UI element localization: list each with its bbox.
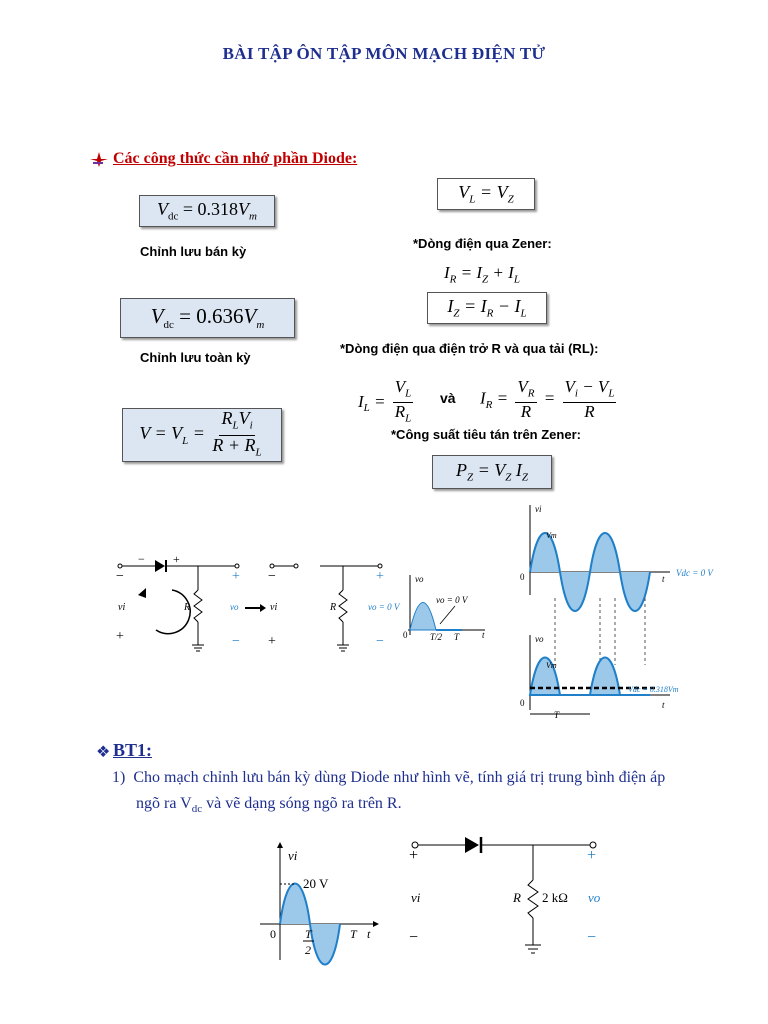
waveform-figure xyxy=(510,500,740,730)
c2-vi-label: vi xyxy=(270,602,278,613)
full-wave-formula-box: $V_{dc} = 0.636V_m$ xyxy=(120,298,295,338)
circuit-vo-label: vo xyxy=(588,890,601,905)
bottom-t-label: t xyxy=(367,927,371,941)
vo-label: vo xyxy=(230,602,239,612)
diode-minus-label: − xyxy=(138,552,145,566)
input-minus-label: − xyxy=(116,569,124,584)
amplitude-label: 20 V xyxy=(303,876,329,891)
small-graph-t: t xyxy=(482,630,485,640)
c2-r-label: R xyxy=(330,602,337,613)
question-sub: dc xyxy=(191,803,203,816)
upper-vm-label: Vm xyxy=(546,531,557,540)
c2-input-plus-label: + xyxy=(268,634,276,649)
c2-output-plus-label: + xyxy=(376,569,384,584)
diamond-bullet-icon: ❖ xyxy=(96,744,111,761)
vl-vz-formula-box: $V_L = V_Z$ xyxy=(437,178,535,210)
lower-zero-label: 0 xyxy=(520,698,525,708)
lower-vdc-label: Vdc = 0.318Vm xyxy=(628,685,679,694)
power-caption: *Công suất tiêu tán trên Zener: xyxy=(391,427,581,442)
upper-vdc-zero-label: Vdc = 0 V xyxy=(676,568,713,578)
vi-label: vi xyxy=(118,602,126,613)
r-label: R xyxy=(184,602,191,613)
ir-sum-formula: $I_R = I_Z + I_L$ xyxy=(444,263,520,286)
bottom-zero-label: 0 xyxy=(270,927,276,941)
section-heading: Các công thức cần nhớ phần Diode: xyxy=(113,150,358,167)
circuit-vi-label: vi xyxy=(411,890,421,905)
diode-plus-label: + xyxy=(173,552,180,566)
circuit-out-minus-label: − xyxy=(587,929,597,946)
small-graph-T: T xyxy=(454,632,460,642)
small-graph-vo-axis: vo xyxy=(415,574,424,584)
and-word: và xyxy=(440,390,456,406)
lower-t-label: t xyxy=(662,700,665,710)
upper-zero-label: 0 xyxy=(520,572,525,582)
zener-current-caption: *Dòng điện qua Zener: xyxy=(413,236,552,251)
question-number: 1) xyxy=(112,769,126,786)
small-graph-vo-zero: vo = 0 V xyxy=(436,595,468,605)
output-minus-label: − xyxy=(232,634,240,649)
small-graph-t-half: T/2 xyxy=(430,632,443,642)
question-line1: Cho mạch chỉnh lưu bán kỳ dùng Diode như hình vẽ, tính giá trị trung bình điện áp xyxy=(133,769,666,786)
bullet-icon xyxy=(88,149,110,169)
c2-output-minus-label: − xyxy=(376,634,384,649)
question-line2-rest: và vẽ dạng sóng ngõ ra trên R. xyxy=(202,795,402,812)
page-title: BÀI TẬP ÔN TẬP MÔN MẠCH ĐIỆN TỬ xyxy=(222,44,546,63)
bt1-circuit-figure xyxy=(255,830,615,970)
circuit-plus-label: + xyxy=(409,847,419,864)
divider-formula-box: $V = V_L$ = $\frac{R_LV_i}{R + R_L}$ xyxy=(122,408,282,462)
half-wave-circuit-figure xyxy=(110,550,500,660)
half-wave-formula-box: $V_{dc} = 0.318V_m$ xyxy=(139,195,275,227)
circuit-minus-label: − xyxy=(409,929,419,946)
input-plus-label: + xyxy=(116,629,124,644)
upper-t-label: t xyxy=(662,574,665,584)
half-wave-caption: Chỉnh lưu bán kỳ xyxy=(140,244,247,259)
lower-vm-label: Vm xyxy=(546,661,557,670)
c2-input-minus-label: − xyxy=(268,569,276,584)
full-wave-caption: Chỉnh lưu toàn kỳ xyxy=(140,350,251,365)
upper-vi-axis: vi xyxy=(535,504,542,514)
il-formula: $I_L$ = $\frac{V_L}{R_L}$ xyxy=(358,377,412,425)
t-half-den: 2 xyxy=(305,943,311,957)
ir-formula: $I_R$ = $\frac{V_R}{R}$ = $\frac{V_i - V_L}{R}$ xyxy=(480,377,615,422)
bt1-question xyxy=(112,765,752,822)
bottom-T-label: T xyxy=(350,927,357,941)
circuit-resistance-label: 2 kΩ xyxy=(542,890,568,905)
small-graph-zero: 0 xyxy=(403,630,408,640)
resistor-current-caption: *Dòng điện qua điện trở R và qua tải (RL): xyxy=(340,341,599,356)
lower-period-T: T xyxy=(554,710,560,720)
bottom-vi-axis: vi xyxy=(288,848,298,863)
output-plus-label: + xyxy=(232,569,240,584)
question-line2: ngõ ra V xyxy=(136,795,192,812)
pz-formula-box: $P_Z = V_Z$ $I_Z$ xyxy=(432,455,552,489)
c2-vo-zero-label: vo = 0 V xyxy=(368,602,400,612)
t-half-num: T xyxy=(305,927,312,941)
circuit-R-label: R xyxy=(513,890,521,905)
lower-vo-axis: vo xyxy=(535,634,544,644)
circuit-out-plus-label: + xyxy=(587,847,597,864)
bt1-heading: BT1: xyxy=(113,740,153,760)
iz-diff-formula-box: $I_Z = I_R - I_L$ xyxy=(427,292,547,324)
